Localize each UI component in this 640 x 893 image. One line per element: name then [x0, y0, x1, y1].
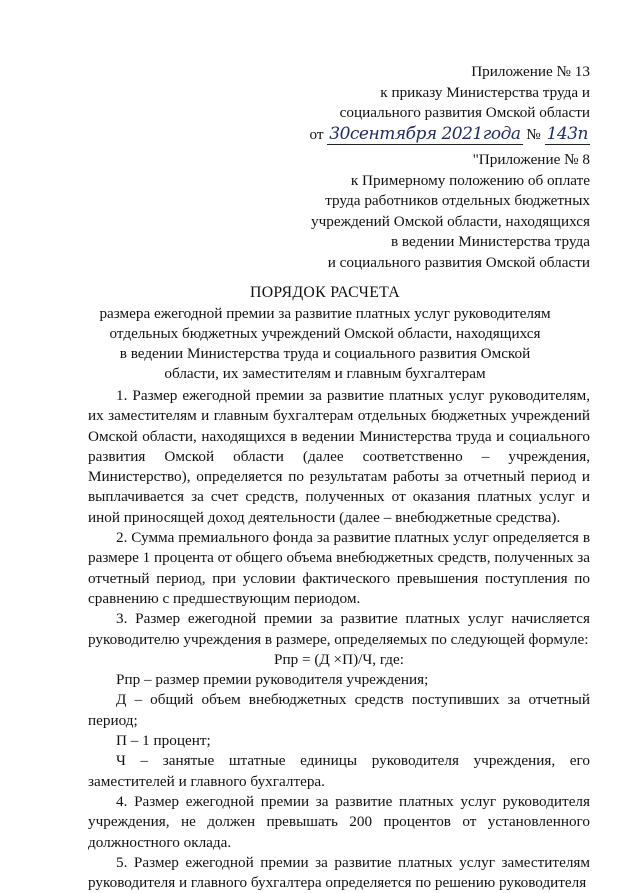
- paragraph-5: 5. Размер ежегодной премии за развитие платных услуг заместителям руководителя и главного бухгалтера определяется по решению руководителя: [88, 853, 590, 892]
- number-prefix: №: [526, 125, 541, 143]
- document-body: [88, 386, 590, 893]
- definition-d: Д – общий объем внебюджетных средств поступивших за отчетный период;: [88, 691, 590, 729]
- document-title-block: [60, 283, 590, 384]
- document-subtitle-line: в ведении Министерства труда и социального развития Омской: [119, 345, 531, 362]
- document-title: ПОРЯДОК РАСЧЕТА: [249, 284, 401, 301]
- paragraph-4: 4. Размер ежегодной премии за развитие платных услуг руководителя учреждения, не должен превышать 200 процентов от установленного должностного оклада.: [88, 792, 590, 851]
- annex-13-date-line: [270, 124, 590, 146]
- annex-13-order-ref: к приказу Министерства труда и: [380, 83, 590, 101]
- date-prefix: от: [309, 125, 324, 143]
- annex-8-line: труда работников отдельных бюджетных: [325, 192, 590, 209]
- definition-p: П – 1 процент;: [116, 732, 211, 750]
- annex-8-line: в ведении Министерства труда: [390, 233, 590, 250]
- definition-ch: Ч – занятые штатные единицы руководителя учреждения, его заместителей и главного бухгалтера.: [88, 752, 590, 790]
- annex-8-line: учреждений Омской области, находящихся: [311, 212, 590, 230]
- paragraph-2: 2. Сумма премиального фонда за развитие платных услуг определяется в размере 1 процента от общего объема внебюджетных средств, полученных за отчетный период, при условии фактического превышения поступления по сравнению с предшествующим периодом.: [88, 529, 590, 607]
- handwritten-date: 30сентября 2021года: [329, 123, 521, 144]
- annex-8-header: [270, 150, 590, 273]
- annex-8-line: к Примерному положению об оплате: [350, 171, 590, 189]
- definition-rpr: Рпр – размер премии руководителя учреждения;: [116, 671, 429, 689]
- document-subtitle-line: области, их заместителям и главным бухгалтерам: [164, 365, 486, 382]
- annex-13-ministry: социального развития Омской области: [339, 104, 590, 121]
- paragraph-3: 3. Размер ежегодной премии за развитие платных услуг начисляется руководителю учреждения в размере, определяемых по следующей формуле:: [88, 610, 590, 648]
- annex-13-header: [270, 62, 590, 145]
- annex-8-line: "Приложение № 8: [472, 151, 590, 168]
- paragraph-1: 1. Размер ежегодной премии за развитие платных услуг руководителям, их заместителям и главным бухгалтерам отдельных бюджетных учреждений Омской области, находящихся в ведении Министерства труда и социального развития Омской области (далее соответственно – учреждения, Министерство), определяется по результатам работы за отчетный период и выплачивается за счет средств, полученных от оказания платных услуг и иной приносящей доход деятельности (далее – внебюджетные средства).: [88, 387, 590, 526]
- handwritten-number: 143п: [546, 123, 588, 144]
- annex-8-line: и социального развития Омской области: [327, 253, 590, 271]
- document-subtitle-line: отдельных бюджетных учреждений Омской области, находящихся: [109, 325, 541, 342]
- formula: Рпр = (Д ×П)/Ч, где:: [274, 650, 404, 668]
- annex-13-title: Приложение № 13: [471, 63, 590, 80]
- document-subtitle-line: размера ежегодной премии за развитие платных услуг руководителям: [99, 305, 551, 322]
